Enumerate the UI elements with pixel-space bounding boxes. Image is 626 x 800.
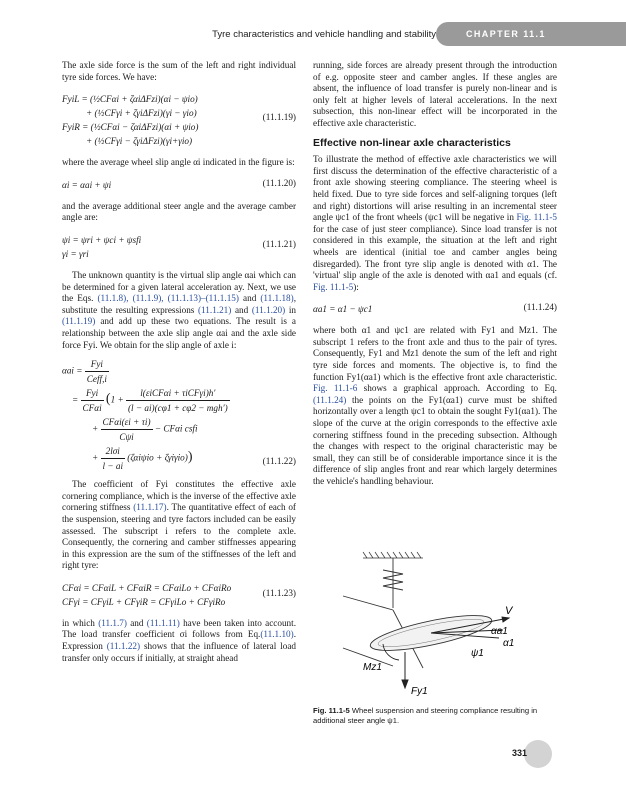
equation-11-1-23: [62, 581, 296, 609]
equation-line: CFγi = CFγiL + CFγiR = CFγiLo + CFγiRo: [62, 596, 226, 607]
equation-link[interactable]: (11.1.21): [198, 304, 232, 315]
equation-11-1-19: [62, 92, 296, 148]
figure-link[interactable]: Fig. 11.1-5: [313, 281, 354, 292]
paragraph: The axle side force is the sum of the left and right individual tyre side forces. We have:: [62, 60, 296, 82]
equation-number: (11.1.20): [262, 177, 296, 188]
equation-line: + (½CFγi − ζγiΔFzi)(γi+γio): [86, 136, 193, 147]
equation-link[interactable]: (11.1.8), (11.1.9), (11.1.13)–(11.1.15): [97, 293, 239, 304]
paragraph: The unknown quantity is the virtual slip angle αai which can be determined for a given lateral acceleration ay. Next, we use the Eqs. (11.1.8), (11.1.9), (11.1.13)–(11.1.15) and (11.1.18), substitute the resulting expressions (11.1.21) and (11.1.20) in (11.1.19) and add up these two equations. The result is a relationship between the axle slip angle αai and the axle side force Fyi. We obtain for the slip angle of axle i:: [62, 269, 296, 350]
figure-caption-label: Fig. 11.1-5: [313, 706, 350, 715]
equation-number: (11.1.21): [262, 238, 296, 249]
equation-link[interactable]: (11.1.17): [133, 502, 167, 513]
equation-number: (11.1.19): [262, 112, 296, 123]
equation-link[interactable]: (11.1.24): [313, 394, 347, 405]
chapter-label: CHAPTER 11.1: [466, 29, 546, 39]
equation-line: + (½CFγi + ζγiΔFzi)(γi − γio): [86, 108, 197, 119]
equation-link[interactable]: (11.1.20): [251, 304, 286, 315]
velocity-label: V: [505, 605, 513, 617]
page-number-circle: [524, 740, 552, 768]
equation-line: + $\frac{\text{CFαi(εi + τi)}}{\text{Cψi}}$ − CFαi csfi: [92, 417, 198, 443]
figure-11-1-5: [313, 548, 557, 698]
equation-line: γi = γri: [62, 248, 89, 259]
paragraph: where the average wheel slip angle αi indicated in the figure is:: [62, 157, 295, 168]
figure-caption-text: Wheel suspension and steering compliance resulting in additional steer angle ψ1.: [313, 706, 538, 725]
body-hatching: [363, 552, 423, 558]
suspension-diagram: [313, 548, 557, 698]
paragraph: where both α1 and ψc1 are related with Fy1 and Mz1. The subscript 1 refers to the front axle and thus to the pair of tyres. Consequently, Fy1 and Mz1 denote the sum of the left and right tyre side forces and moments. The objective is, to find the function Fy1(αa1) which is the effective front axle characteristic. Fig. 11.1-6 shows a graphical approach. According to Eq.(11.1.24) the points on the Fy1(αa1) curve must be shifted horizontally over a length ψc1 to obtain the sought Fy1(αa1). The slope of the curve at the origin corresponds to the effective axle cornering stiffness found in the preceding subsection. Although the changes with respect to the original characteristic may be small, they can still be of considerable importance since it is the difference of slip angles front and rear which largely determines the vehicle's handling behaviour.: [313, 325, 557, 486]
figure-link[interactable]: Fig. 11.1-5: [516, 212, 557, 223]
section-heading: Effective non-linear axle characteristics: [313, 136, 511, 149]
side-force-arrow: [402, 652, 408, 688]
equation-line: ψi = ψri + ψci + ψsfi: [62, 234, 142, 245]
equation-line: FyiL = (½CFαi + ζαiΔFzi)(αi − ψio): [62, 94, 198, 105]
equation-line: = $\frac{\text{Fyi}}{\text{CFαi}}$ (1 + $\frac{\text{l(εiCFαi + τiCFγi)h′}}{\text{(l − ai)(cφ1 + cφ2 − mgh′)}}$: [72, 388, 228, 414]
equation-line: + $\frac{\text{2lσi}}{l - ai}$ (ζαiψio + ζγiγio)): [92, 446, 193, 472]
equation-line: FyiR = (½CFαi − ζαiΔFzi)(αi + ψio): [62, 122, 199, 133]
paragraph: running, side forces are already present through the introduction of e.g. opposite steer and camber angles. If these angles are absent, the influence of load transfer is purely non-linear and is only felt at higher levels of lateral accelerations. In the next subsection, this non-linear effect will be incorporated in the effective axle characteristic.: [313, 60, 557, 128]
paragraph: in which (11.1.7) and (11.1.11) have been taken into account. The load transfer coefficient σi follows from Eq.(11.1.10). Expression (11.1.22) shows that the influence of lateral load transfer only occurs if initially, at straight ahead: [62, 617, 296, 663]
equation-number: (11.1.24): [523, 302, 557, 313]
alpha-1-label: α1: [503, 638, 515, 649]
equation-number: (11.1.23): [262, 587, 296, 598]
paragraph: To illustrate the method of effective axle characteristics we will first discuss the determination of the effective characteristic of a front axle showing steering compliance. The steering wheel is held fixed. Due to tyre side forces and self-aligning torques (left and right) distortions will arise resulting in an incremental steer angle ψc1 of the front wheels (ψc1 will be negative in Fig. 11.1-5 for the case of just steer compliance). Since load transfer is not considered in this example, the situation at the left and right wheels are identical (initial toe and camber angles being disregarded). The front tyre slip angle is denoted with α1. The 'virtual' slip angle of the axle is denoted with αa1 and equals (cf. Fig. 11.1-5):: [313, 154, 557, 292]
equation-link[interactable]: (11.1.19): [62, 316, 96, 327]
equation-link[interactable]: (11.1.7): [98, 617, 127, 628]
equation-link[interactable]: (11.1.11): [146, 617, 180, 628]
equation-line: αai = $\frac{\text{Fyi}}{\text{Ceff,i}}$: [62, 359, 107, 385]
equation-11-1-20: [62, 178, 296, 192]
equation-11-1-22: [62, 357, 296, 473]
psi-1-label: ψ1: [471, 648, 484, 659]
right-column: [313, 60, 557, 488]
equation-line: αa1 = α1 − ψc1: [313, 304, 373, 315]
strut: [343, 558, 423, 668]
equation-link[interactable]: (11.1.18): [260, 293, 294, 304]
figure-caption: [313, 706, 557, 725]
mz1-label: Mz1: [363, 662, 382, 673]
running-title: Tyre characteristics and vehicle handling and stability: [212, 29, 436, 40]
figure-link[interactable]: Fig. 11.1-6: [313, 383, 358, 394]
fy1-label: Fy1: [411, 686, 428, 697]
equation-line: CFαi = CFαiL + CFαiR = CFαiLo + CFαiRo: [62, 582, 232, 593]
paragraph: and the average additional steer angle and the average camber angle are:: [62, 200, 296, 223]
alpha-a1-label: αa1: [491, 626, 508, 637]
page-number: 331: [512, 748, 528, 758]
equation-11-1-21: [62, 233, 296, 261]
paragraph: The coefficient of Fyi constitutes the effective axle cornering compliance, which is the inverse of the effective axle cornering stiffness (11.1.17). The quantitative effect of each of the suspension, steering and tyre factors included can be easily assessed. The subscript i refers to the complete axle. Consequently, the cornering and camber stiffnesses appearing in this expression are the sum of the stiffnesses of the left and right tyre:: [62, 479, 296, 571]
equation-11-1-24: [313, 302, 557, 316]
equation-line: αi = αai + ψi: [62, 179, 112, 190]
equation-number: (11.1.22): [262, 455, 296, 466]
left-column: [62, 60, 296, 664]
equation-link[interactable]: (11.1.10): [260, 629, 294, 640]
equation-link[interactable]: (11.1.22): [106, 641, 141, 652]
